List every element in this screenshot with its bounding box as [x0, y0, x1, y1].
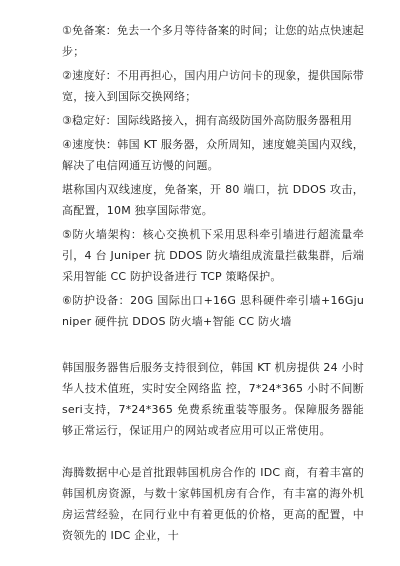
paragraph-no-filing: ①免备案：免去一个多月等待备案的时间；让您的站点快速起步； [62, 24, 364, 58]
paragraph-dual-line: 堪称国内双线速度，免备案，开 80 端口，抗 DDOS 攻击，高配置，10M 独享国际带宽。 [62, 183, 364, 217]
paragraph-stability: ③稳定好：国际线路接入，拥有高级防国外高防服务器租用 [62, 114, 353, 127]
paragraph-speed-fast: ④速度快：韩国 KT 服务器，众所周知，速度媲美国内双线，解决了电信网通互访慢的问题。 [62, 138, 364, 172]
paragraph-speed-good: ②速度好：不用再担心，国内用户访问卡的现象，提供国际带宽，接入到国际交换网络； [62, 69, 364, 103]
paragraph-firewall-architecture: ⑤防火墙架构：核心交换机下采用思科牵引墙进行超流量牵引，4 台 Juniper 抗 DDOS 防火墙组成流量拦截集群，后端采用智能 CC 防护设备进行 TCP 策略保护。 [62, 228, 364, 283]
section-gap [62, 335, 364, 357]
paragraph-haiteng-datacenter: 海腾数据中心是首批跟韩国机房合作的 IDC 商，有着丰富的韩国机房资源，与数十家韩国机房有合作，有丰富的海外机房运营经验，在同行业中有着更低的价格，更高的配置，中资领先的 IDC 企业，十 [62, 466, 364, 542]
paragraph-after-sales: 韩国服务器售后服务支持很到位，韩国 KT 机房提供 24 小时华人技术值班，实时安全网络监 控，7*24*365 小时不间断seri支持，7*24*365 免费系统重装等服务。保障服务器能够正常运行，保证用户的网站或者应用可以正常使用。 [62, 361, 364, 437]
paragraph-protection-devices: ⑥防护设备：20G 国际出口+16G 思科硬件牵引墙+16Gjuniper 硬件抗 DDOS 防火墙+智能 CC 防火墙 [62, 294, 364, 328]
section-gap [62, 444, 364, 462]
